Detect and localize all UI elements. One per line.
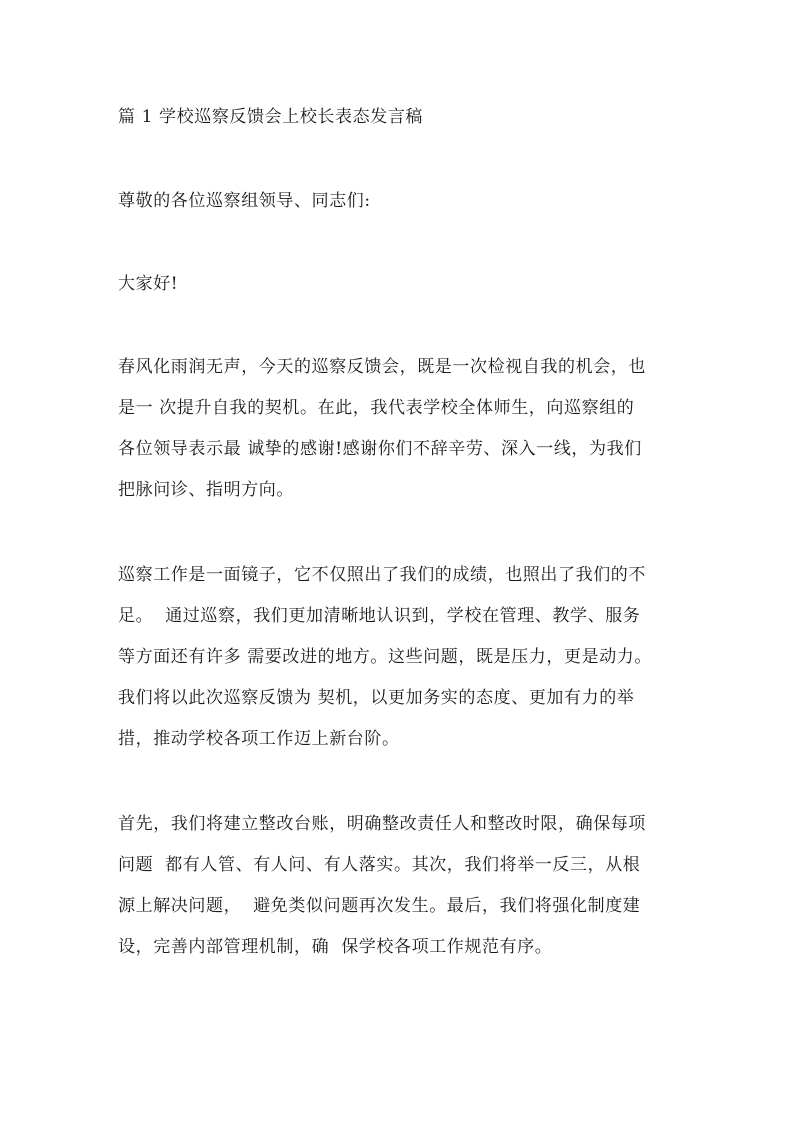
paragraph-line: 春风化雨润无声，今天的巡察反馈会，既是一次检视自我的机会，也 bbox=[118, 357, 646, 377]
paragraph-line: 足。 通过巡察，我们更加清晰地认识到，学校在管理、教学、服务 bbox=[118, 606, 641, 626]
paragraph-line: 问题 都有人管、有人问、有人落实。其次，我们将举一反三，从根 bbox=[118, 855, 641, 875]
paragraph-line: 设，完善内部管理机制，确 保学校各项工作规范有序。 bbox=[118, 937, 553, 957]
document-title: 篇 1 学校巡察反馈会上校长表态发言稿 bbox=[118, 107, 424, 127]
paragraph-line: 等方面还有许多 需要改进的地方。这些问题，既是压力，更是动力。 bbox=[118, 647, 653, 667]
paragraph-line: 我们将以此次巡察反馈为 契机，以更加务实的态度、更加有力的举 bbox=[118, 688, 635, 708]
paragraph-line: 巡察工作是一面镜子，它不仅照出了我们的成绩，也照出了我们的不 bbox=[118, 565, 646, 585]
paragraph-line: 首先，我们将建立整改台账，明确整改责任人和整改时限，确保每项 bbox=[118, 814, 646, 834]
paragraph-line: 是一 次提升自我的契机。在此，我代表学校全体师生，向巡察组的 bbox=[118, 398, 635, 418]
salutation: 尊敬的各位巡察组领导、同志们: bbox=[118, 191, 371, 211]
paragraph-line: 各位领导表示最 诚挚的感谢!感谢你们不辞辛劳、深入一线，为我们 bbox=[118, 439, 642, 459]
paragraph-line: 源上解决问题， 避免类似问题再次发生。最后，我们将强化制度建 bbox=[118, 896, 641, 916]
greeting: 大家好! bbox=[118, 274, 179, 294]
paragraph-line: 措，推动学校各项工作迈上新台阶。 bbox=[118, 729, 400, 749]
paragraph-line: 把脉问诊、指明方向。 bbox=[118, 480, 294, 500]
